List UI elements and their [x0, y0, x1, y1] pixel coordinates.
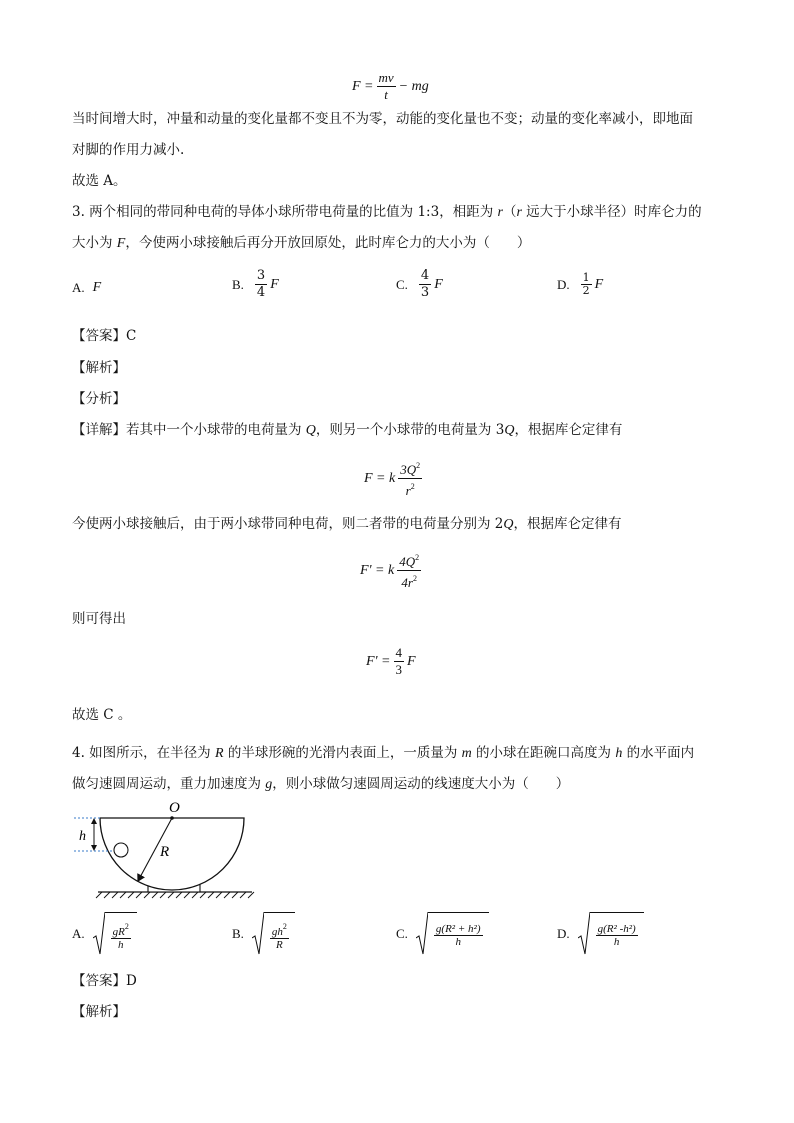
sqrt-expression [416, 912, 489, 956]
text: 远大于小球半径）时库仑力的 [521, 204, 702, 220]
numerator [111, 921, 131, 939]
num-base: gh [271, 925, 283, 938]
option-a[interactable] [72, 280, 101, 296]
numerator: 4 [420, 268, 430, 283]
text: ，今使两小球接触后再分开放回原处，此时库仑力的大小为（ ） [125, 235, 531, 251]
sqrt-expression [252, 912, 295, 956]
var-r: r [497, 205, 503, 220]
var-Q: Q [504, 423, 515, 438]
eq2-denominator [404, 479, 417, 499]
text: ，根据库仑定律有 [513, 516, 622, 532]
denominator: 3 [420, 285, 430, 300]
option-c[interactable] [396, 268, 443, 301]
denominator: 4 [256, 285, 266, 300]
sqrt-sign [93, 912, 105, 956]
radicand-fraction [596, 923, 638, 948]
option-fraction [255, 268, 267, 301]
num-base: gR [112, 925, 125, 938]
eq2-numerator [398, 458, 422, 479]
numerator [270, 921, 289, 939]
eq3-num-base: 4Q [399, 554, 416, 569]
option-label: B. [232, 926, 244, 941]
eq1-fraction [377, 70, 396, 103]
eq2-lhs: F = k [364, 470, 396, 486]
num-sup: 2 [124, 921, 129, 931]
denominator: h [455, 936, 461, 948]
var-m: m [461, 746, 472, 761]
eq3-fraction [397, 550, 421, 591]
sqrt-expression [93, 912, 137, 956]
equation-impulse [352, 70, 429, 103]
eq4-tail: F [407, 653, 416, 669]
text: ，根据库仑定律有 [514, 422, 623, 438]
bowl-figure [72, 798, 262, 902]
paragraph-line: 则可得出 [72, 611, 126, 627]
option-label: D. [557, 276, 570, 292]
option-label: C. [396, 926, 408, 941]
question-4-line-2 [72, 775, 732, 794]
option-value: F [92, 280, 102, 295]
option-tail: F [434, 276, 443, 292]
numerator: g(R² -h²) [597, 923, 636, 935]
answer-label: 【答案】D [72, 973, 137, 989]
sqrt-sign [578, 912, 590, 956]
radicand-fraction [434, 923, 483, 948]
denominator: h [613, 936, 620, 948]
eq3-den-base: 4r [401, 575, 413, 590]
option-label: A. [72, 280, 85, 295]
detail-line [72, 421, 732, 440]
denominator: R [276, 938, 283, 951]
numerator: 1 [582, 271, 590, 284]
var-Q: Q [305, 423, 316, 438]
eq1-numerator: mv [378, 70, 394, 85]
radicand-fraction [270, 921, 289, 951]
sqrt-sign [252, 912, 264, 956]
eq3-denominator [399, 571, 419, 591]
text: 大小为 [72, 235, 117, 251]
text: 的水平面内 [622, 745, 695, 761]
eq2-num-base: 3Q [400, 462, 417, 477]
text: ，则小球做匀速圆周运动的线速度大小为（ ） [272, 776, 570, 792]
eq3-den-sup: 2 [412, 574, 417, 583]
option-b[interactable] [232, 268, 279, 301]
radicand-fraction [111, 921, 131, 951]
denominator: h [118, 938, 124, 951]
eq4-fraction [394, 645, 405, 678]
label-o: O [169, 800, 180, 816]
option-d[interactable] [557, 272, 603, 297]
question-3-line-2 [72, 234, 732, 253]
var-Q: Q [503, 517, 514, 532]
eq1-denominator: t [384, 87, 388, 102]
paragraph-line: 对脚的作用力减小. [72, 142, 185, 158]
text: 做匀速圆周运动，重力加速度为 [72, 776, 266, 792]
text: ，则另一个小球带的电荷量为 3 [315, 422, 505, 438]
num-sup: 2 [282, 921, 287, 931]
ground-hatch [96, 892, 254, 898]
eq1-lhs: F = [352, 78, 374, 94]
ball [114, 843, 128, 857]
eq4-denominator: 3 [395, 662, 402, 677]
eq3-numerator [397, 550, 421, 571]
label-r: R [160, 844, 170, 860]
paragraph-line [72, 515, 732, 534]
h-arrow-head-up [91, 818, 97, 824]
option-tail: F [270, 276, 279, 292]
analysis-label: 【解析】 [72, 360, 126, 376]
eq1-tail: − mg [398, 78, 429, 94]
fenxi-label: 【分析】 [72, 391, 126, 407]
text: 的半球形碗的光滑内表面上，一质量为 [223, 745, 462, 761]
var-R: R [214, 746, 224, 761]
question-3-line-1 [72, 203, 732, 222]
sqrt-expression [578, 912, 644, 956]
option-b[interactable] [232, 912, 295, 956]
text: （ [502, 204, 517, 220]
equation-coulomb-1 [364, 458, 425, 499]
option-fraction [581, 272, 592, 297]
text: 3. 两个相同的带同种电荷的导体小球所带电荷量的比值为 1:3，相距为 [72, 204, 498, 220]
option-tail: F [594, 276, 604, 292]
option-label: B. [232, 276, 244, 292]
question-4-line-1 [72, 744, 732, 763]
numerator: g(R² + h²) [435, 923, 481, 935]
choose-answer: 故选 A。 [72, 173, 127, 189]
option-c[interactable] [396, 912, 489, 956]
text: 【详解】若其中一个小球带的电荷量为 [72, 422, 306, 438]
option-label: C. [396, 276, 408, 292]
option-fraction [419, 268, 431, 301]
h-arrow-head-down [91, 845, 97, 851]
eq2-fraction [398, 458, 422, 499]
sqrt-sign [416, 912, 428, 956]
option-label: A. [72, 926, 85, 941]
option-label: D. [557, 926, 570, 941]
equation-coulomb-2 [360, 550, 424, 591]
eq4-numerator: 4 [395, 645, 402, 660]
answer-label: 【答案】C [72, 328, 137, 344]
choose-answer: 故选 C 。 [72, 707, 132, 723]
eq4-lhs: F' = [366, 653, 391, 669]
text: 的小球在距碗口高度为 [471, 745, 616, 761]
var-g: g [265, 777, 273, 792]
var-F: F [116, 236, 126, 251]
eq2-den-sup: 2 [410, 482, 415, 491]
eq2-num-sup: 2 [416, 461, 421, 470]
text: 今使两小球接触后，由于两小球带同种电荷，则二者带的电荷量分别为 2 [72, 516, 504, 532]
equation-result [366, 645, 416, 678]
var-r: r [516, 205, 522, 220]
denominator: 2 [582, 284, 590, 297]
paragraph-line: 当时间增大时，冲量和动量的变化量都不变且不为零，动能的变化量也不变；动量的变化率减小，即地面 [72, 111, 693, 127]
eq3-num-sup: 2 [415, 553, 420, 562]
option-d[interactable] [557, 912, 644, 956]
eq3-lhs: F' = k [360, 562, 395, 578]
analysis-label: 【解析】 [72, 1004, 126, 1020]
option-a[interactable] [72, 912, 137, 956]
numerator: 3 [256, 268, 266, 283]
var-h: h [615, 746, 623, 761]
eq2-den-base: r [405, 483, 411, 498]
label-h: h [79, 829, 86, 844]
text: 4. 如图所示，在半径为 [72, 745, 215, 761]
